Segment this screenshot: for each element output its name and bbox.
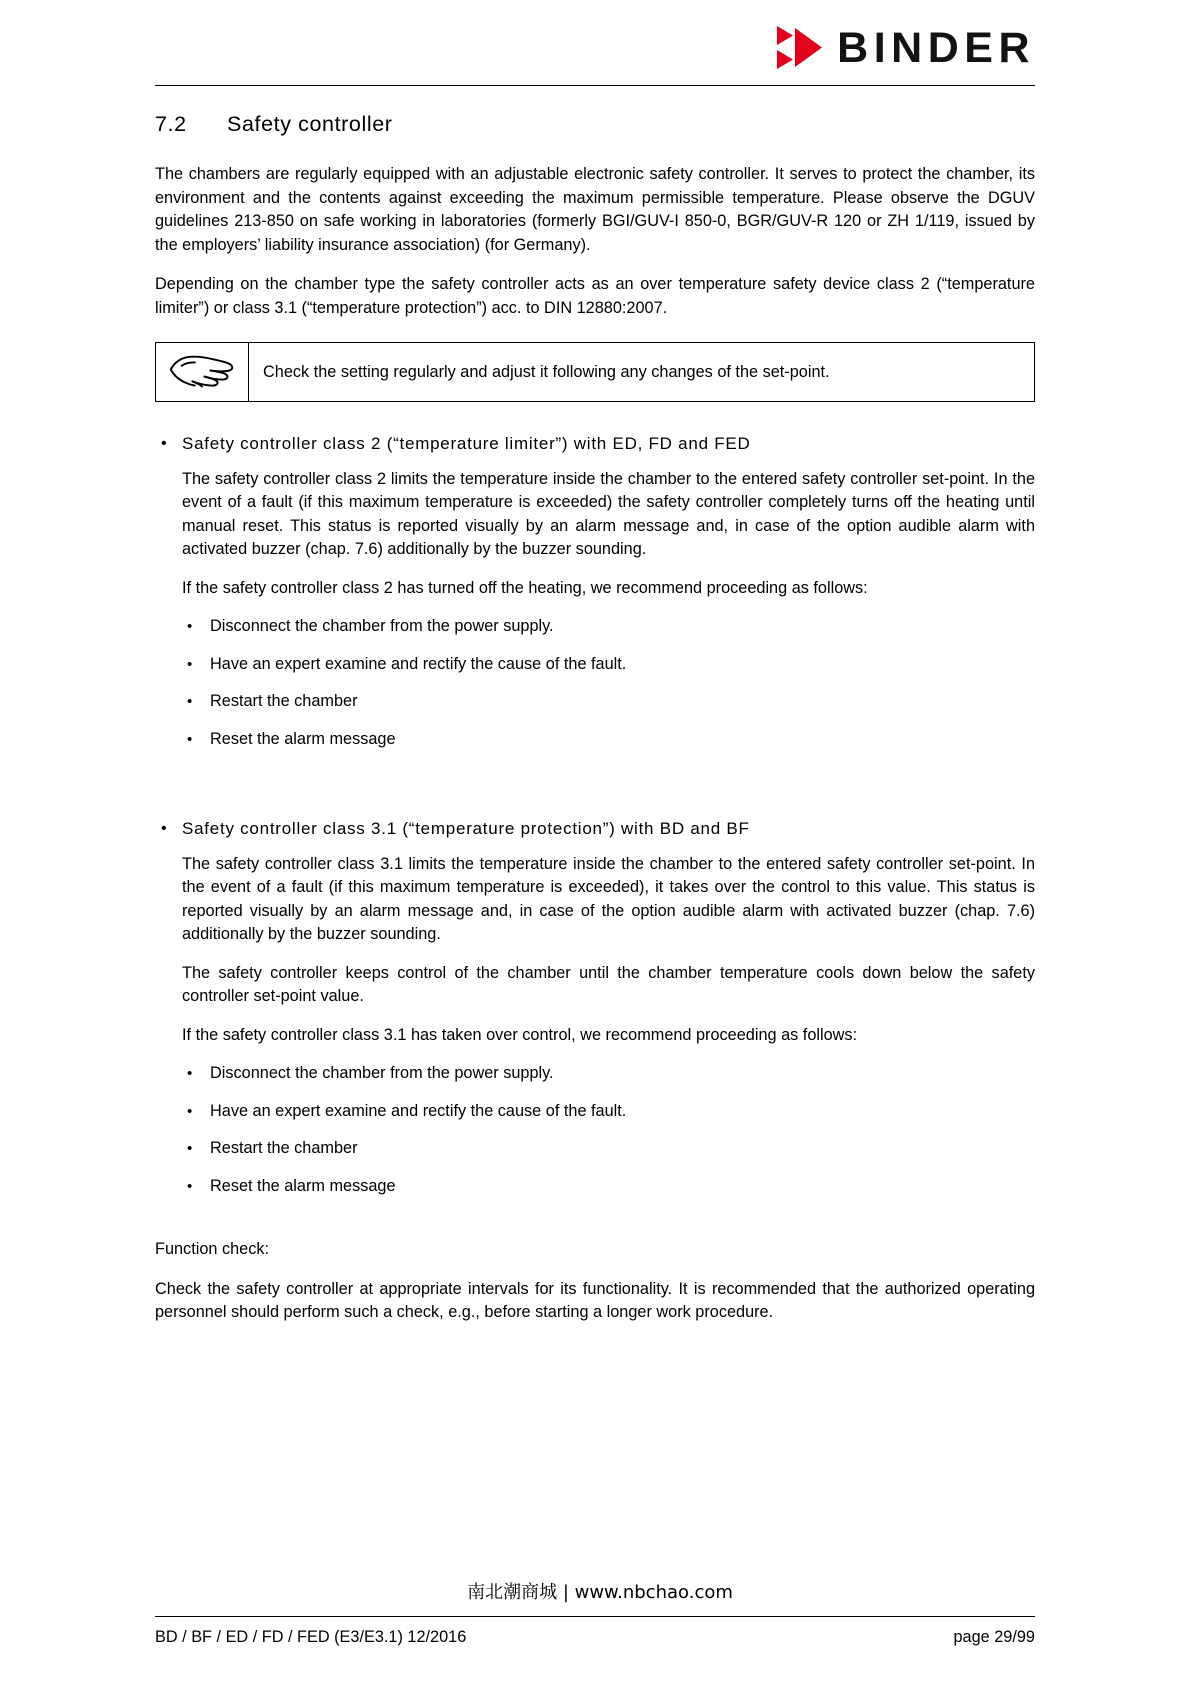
bullet-glyph: • xyxy=(187,618,193,635)
bullet-glyph: • xyxy=(161,820,167,837)
safety-class-31-heading: Safety controller class 3.1 (“temperature protection”) with BD and BF xyxy=(182,819,750,838)
intro-paragraph-1: The chambers are regularly equipped with an adjustable electronic safety controller. It serves to protect the chamber, its environment and the contents against exceeding the maximum permissible temperature. Please observe the DGUV guidelines 213-850 on safe working in laboratories (formerly BGI/GUV-I 850-0, BGR/GUV-R 120 or ZH 1/119, issued by the employers’ liability insurance association) (for Germany). xyxy=(155,165,1035,254)
list-item xyxy=(182,1175,1035,1199)
class2-steps-list xyxy=(182,615,1035,751)
class31-paragraph-2: The safety controller keeps control of the chamber until the chamber temperature cools down below the safety controller set-point value. xyxy=(182,963,1035,1005)
class2-paragraph-1: The safety controller class 2 limits the temperature inside the chamber to the entered safety controller set-point. In the event of a fault (if this maximum temperature is exceeded) the safety controller completely turns off the heating until manual reset. This status is reported visually by an alarm message and, in case of the option audible alarm with activated buzzer (chap. 7.6) additionally by the buzzer sounding. xyxy=(182,469,1035,558)
bullet-glyph: • xyxy=(187,655,193,673)
pointing-hand-icon xyxy=(166,349,238,396)
function-check-paragraph: Check the safety controller at appropriate intervals for its functionality. It is recommended that the authorized operating personnel should perform such a check, e.g., before starting a longer work procedure. xyxy=(155,1279,1035,1321)
bullet-glyph: • xyxy=(187,1177,193,1195)
class2-step-3: Restart the chamber xyxy=(210,692,358,710)
list-item xyxy=(182,728,1035,752)
class31-step-1: Disconnect the chamber from the power supply. xyxy=(210,1064,554,1082)
safety-class-2-heading-row xyxy=(155,432,1035,456)
function-check-spacer xyxy=(155,1198,1035,1238)
class31-step-3: Restart the chamber xyxy=(210,1139,358,1157)
page-footer xyxy=(155,1626,1035,1648)
footer-divider xyxy=(155,1616,1035,1617)
footer-page-number: page 29/99 xyxy=(953,1628,1035,1646)
safety-class-2-body xyxy=(182,456,1035,752)
binder-triangle-logo-icon xyxy=(777,26,823,70)
page-content xyxy=(155,112,1035,1325)
bullet-glyph: • xyxy=(187,693,193,710)
footer-document-code: BD / BF / ED / FD / FED (E3/E3.1) 12/2016 xyxy=(155,1628,467,1646)
list-item xyxy=(182,690,1035,714)
section-number: 7.2 xyxy=(155,112,187,136)
binder-logo xyxy=(777,23,1035,72)
watermark-text: 南北潮商城 | www.nbchao.com xyxy=(467,1582,733,1603)
intro-paragraph-2: Depending on the chamber type the safety controller acts as an over temperature safety device class 2 (“temperature limiter”) or class 3.1 (“temperature protection”) acc. to DIN 12880:2007. xyxy=(155,275,1035,317)
bullet-glyph: • xyxy=(187,1065,193,1082)
list-item xyxy=(182,653,1035,677)
bullet-glyph: • xyxy=(161,435,167,452)
bullet-glyph: • xyxy=(187,1102,193,1120)
class2-step-2: Have an expert examine and rectify the cause of the fault. xyxy=(210,654,627,673)
section-heading xyxy=(155,112,1035,137)
note-icon-cell xyxy=(156,343,249,401)
page-header xyxy=(0,0,1200,90)
section-title-text: Safety controller xyxy=(227,112,393,136)
class31-step-2: Have an expert examine and rectify the cause of the fault. xyxy=(210,1101,627,1120)
class31-step-4: Reset the alarm message xyxy=(210,1176,396,1195)
note-text: Check the setting regularly and adjust it following any changes of the set-point. xyxy=(263,362,830,381)
header-divider xyxy=(155,85,1035,86)
list-item xyxy=(182,1062,1035,1086)
class2-step-1: Disconnect the chamber from the power supply. xyxy=(210,617,554,635)
class2-paragraph-2: If the safety controller class 2 has turned off the heating, we recommend proceeding as follows: xyxy=(182,578,868,597)
list-item xyxy=(182,1100,1035,1124)
bullet-glyph: • xyxy=(187,730,193,748)
safety-class-2-heading: Safety controller class 2 (“temperature limiter”) with ED, FD and FED xyxy=(182,434,751,453)
list-item xyxy=(182,615,1035,639)
list-item xyxy=(182,1137,1035,1161)
bullet-glyph: • xyxy=(187,1140,193,1157)
section-spacer xyxy=(155,751,1035,791)
class2-step-4: Reset the alarm message xyxy=(210,729,396,748)
note-box xyxy=(155,342,1035,402)
function-check-label: Function check: xyxy=(155,1240,270,1258)
brand-name: BINDER xyxy=(837,23,1035,72)
class31-paragraph-1: The safety controller class 3.1 limits the temperature inside the chamber to the entered safety controller set-point. In the event of a fault (if this maximum temperature is exceeded), it takes over the control to this value. This status is reported visually by an alarm message and, in case of the option audible alarm with activated buzzer (chap. 7.6) additionally by the buzzer sounding. xyxy=(182,854,1035,943)
class31-steps-list xyxy=(182,1062,1035,1198)
safety-class-31-heading-row xyxy=(155,817,1035,841)
class31-paragraph-3: If the safety controller class 3.1 has taken over control, we recommend proceeding as follows: xyxy=(182,1025,858,1044)
safety-class-31-body xyxy=(182,841,1035,1199)
